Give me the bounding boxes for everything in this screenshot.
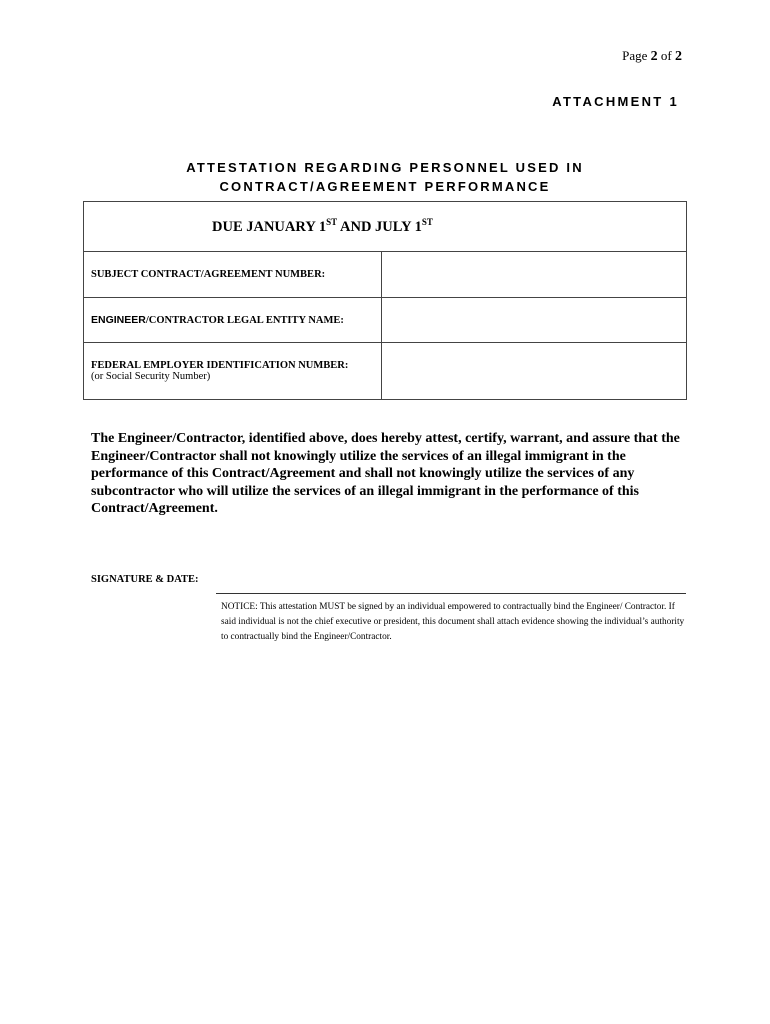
due-text-july: AND JULY 1 xyxy=(337,219,422,235)
due-dates-banner xyxy=(84,202,687,252)
title-line-1: ATTESTATION REGARDING PERSONNEL USED IN xyxy=(186,160,584,175)
entity-name-field[interactable] xyxy=(382,298,687,343)
due-suffix-1: ST xyxy=(326,217,338,227)
total-pages: 2 xyxy=(675,49,682,64)
contract-number-field[interactable] xyxy=(382,252,687,298)
page-number xyxy=(622,48,682,65)
entity-name-row xyxy=(84,298,687,343)
fein-field[interactable] xyxy=(382,343,687,400)
contract-info-table xyxy=(83,201,687,400)
title-line-2: CONTRACT/AGREEMENT PERFORMANCE xyxy=(219,179,551,194)
entity-name-label-rest: /CONTRACTOR LEGAL ENTITY NAME: xyxy=(145,315,344,326)
fein-row xyxy=(84,343,687,400)
document-title xyxy=(84,158,686,196)
attestation-statement: The Engineer/Contractor, identified above, does hereby attest, certify, warrant, and assure that the Engineer/Contractor shall not knowingly utilize the services of an illegal immigrant in the performance of this Contract/Agreement and shall not knowingly utilize the services of any subcontractor who will utilize the services of an illegal immigrant in the performance of this Contract/Agreement. xyxy=(91,431,680,517)
contract-number-label: SUBJECT CONTRACT/AGREEMENT NUMBER: xyxy=(84,252,382,298)
entity-name-label xyxy=(84,298,382,343)
fein-label-note: (or Social Security Number) xyxy=(91,371,211,382)
contract-number-row xyxy=(84,252,687,298)
current-page: 2 xyxy=(650,49,658,64)
attachment-heading: ATTACHMENT 1 xyxy=(552,94,679,109)
signature-notice: NOTICE: This attestation MUST be signed by an individual empowered to contractually bind the Engineer/ Contractor. If said individual is not the chief executive or president, this document shall attach evidence showing the individual’s authority to contractually bind the Engineer/Contractor. xyxy=(221,602,685,642)
fein-label-text: FEDERAL EMPLOYER IDENTIFICATION NUMBER: xyxy=(91,360,349,371)
page-label: Page xyxy=(622,48,648,63)
signature-date-label: SIGNATURE & DATE: xyxy=(91,574,199,585)
signature-line[interactable] xyxy=(216,593,686,594)
due-suffix-2: ST xyxy=(421,217,433,227)
due-text-january: DUE JANUARY 1 xyxy=(212,219,327,235)
fein-label xyxy=(84,343,382,400)
page-of: of xyxy=(660,48,672,63)
entity-name-label-prefix: ENGINEER xyxy=(91,314,146,326)
